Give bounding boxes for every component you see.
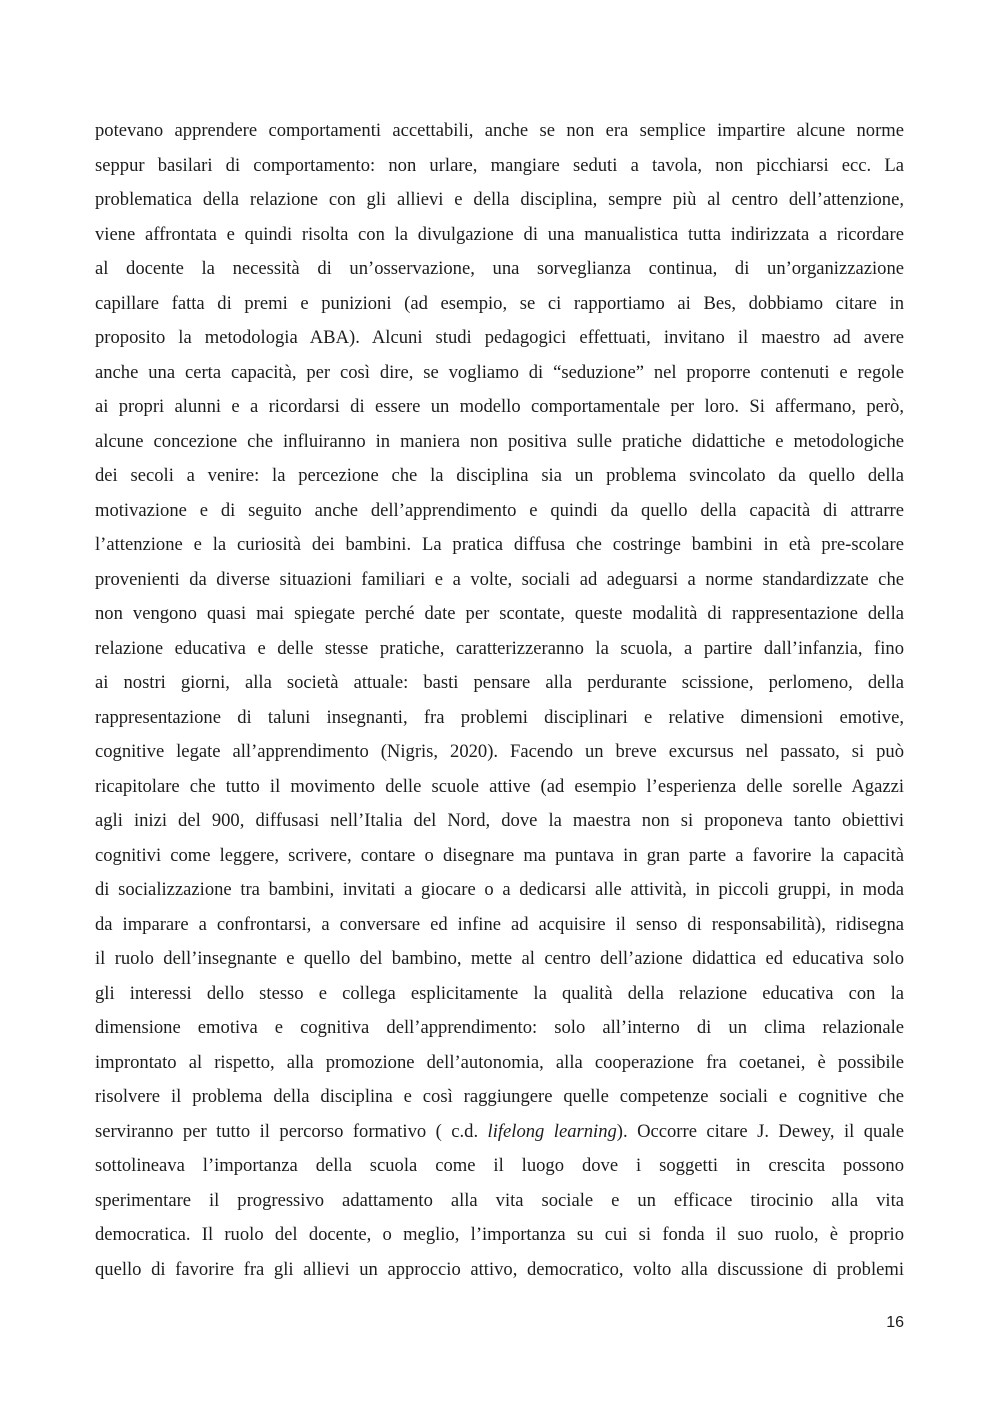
text-line: l’attenzione e la curiosità dei bambini. La pratica diffusa che costringe bambini in età pre-scolare (95, 534, 904, 555)
text-segment: serviranno per tutto il percorso formativo ( c.d. (95, 1121, 488, 1142)
text-line: cognitive legate all’apprendimento (Nigris, 2020). Facendo un breve excursus nel passato, si può (95, 741, 904, 762)
text-line: potevano apprendere comportamenti accettabili, anche se non era semplice impartire alcune norme (95, 120, 904, 141)
text-line: ricapitolare che tutto il movimento delle scuole attive (ad esempio l’esperienza delle sorelle Agazzi (95, 776, 904, 797)
italic-term: lifelong learning (487, 1121, 617, 1142)
text-line: non vengono quasi mai spiegate perché date per scontate, queste modalità di rappresentazione della (95, 603, 904, 624)
text-line: democratica. Il ruolo del docente, o meglio, l’importanza su cui si fonda il suo ruolo, è proprio (95, 1224, 904, 1245)
text-line: al docente la necessità di un’osservazione, una sorveglianza continua, di un’organizzazione (95, 258, 904, 279)
text-line: motivazione e di seguito anche dell’apprendimento e quindi da quello della capacità di attrarre (95, 500, 904, 521)
text-line: il ruolo dell’insegnante e quello del bambino, mette al centro dell’azione didattica ed educativa solo (95, 948, 904, 969)
text-segment: ). Occorre citare J. Dewey, il quale (616, 1121, 904, 1142)
text-line: ai nostri giorni, alla società attuale: basti pensare alla perdurante scissione, perlomeno, della (95, 672, 904, 693)
text-line: capillare fatta di premi e punizioni (ad esempio, se ci rapportiamo ai Bes, dobbiamo citare in (95, 293, 904, 314)
text-line: alcune concezione che influiranno in maniera non positiva sulle pratiche didattiche e metodologiche (95, 431, 904, 452)
text-line: gli interessi dello stesso e collega esplicitamente la qualità della relazione educativa con la (95, 983, 904, 1004)
text-line: viene affrontata e quindi risolta con la divulgazione di una manualistica tutta indirizzata a ricordare (95, 224, 904, 245)
text-line: cognitivi come leggere, scrivere, contare o disegnare ma puntava in gran parte a favorire la capacità (95, 845, 904, 866)
text-line: da imparare a confrontarsi, a conversare ed infine ad acquisire il senso di responsabilità), ridisegna (95, 914, 904, 935)
text-line: provenienti da diverse situazioni familiari e a volte, sociali ad adeguarsi a norme standardizzate che (95, 569, 904, 590)
text-line: anche una certa capacità, per così dire, se vogliamo di “seduzione” nel proporre contenuti e regole (95, 362, 904, 383)
text-line: relazione educativa e delle stesse pratiche, caratterizzeranno la scuola, a partire dall’infanzia, fino (95, 638, 904, 659)
text-line: improntato al rispetto, alla promozione dell’autonomia, alla cooperazione fra coetanei, è possibile (95, 1052, 904, 1073)
text-line: ai propri alunni e a ricordarsi di essere un modello comportamentale per loro. Si affermano, però, (95, 396, 904, 417)
text-line: dei secoli a venire: la percezione che la disciplina sia un problema svincolato da quello della (95, 465, 904, 486)
text-line: sottolineava l’importanza della scuola come il luogo dove i soggetti in crescita possono (95, 1155, 904, 1176)
text-line-with-italic (95, 1121, 904, 1143)
text-line: agli inizi del 900, diffusasi nell’Italia del Nord, dove la maestra non si proponeva tanto obiettivi (95, 810, 904, 831)
text-line: sperimentare il progressivo adattamento alla vita sociale e un efficace tirocinio alla vita (95, 1190, 904, 1211)
text-line: proposito la metodologia ABA). Alcuni studi pedagogici effettuati, invitano il maestro ad avere (95, 327, 904, 348)
text-line: di socializzazione tra bambini, invitati a giocare o a dedicarsi alle attività, in piccoli gruppi, in moda (95, 879, 904, 900)
page-number: 16 (886, 1314, 904, 1331)
text-line: quello di favorire fra gli allievi un approccio attivo, democratico, volto alla discussione di problemi (95, 1259, 904, 1280)
text-line: seppur basilari di comportamento: non urlare, mangiare seduti a tavola, non picchiarsi ecc. La (95, 155, 904, 176)
text-line: rappresentazione di taluni insegnanti, fra problemi disciplinari e relative dimensioni emotive, (95, 707, 904, 728)
text-line: problematica della relazione con gli allievi e della disciplina, sempre più al centro dell’attenzione, (95, 189, 904, 210)
text-line: risolvere il problema della disciplina e così raggiungere quelle competenze sociali e cognitive che (95, 1086, 904, 1107)
text-line: dimensione emotiva e cognitiva dell’apprendimento: solo all’interno di un clima relazionale (95, 1017, 904, 1038)
